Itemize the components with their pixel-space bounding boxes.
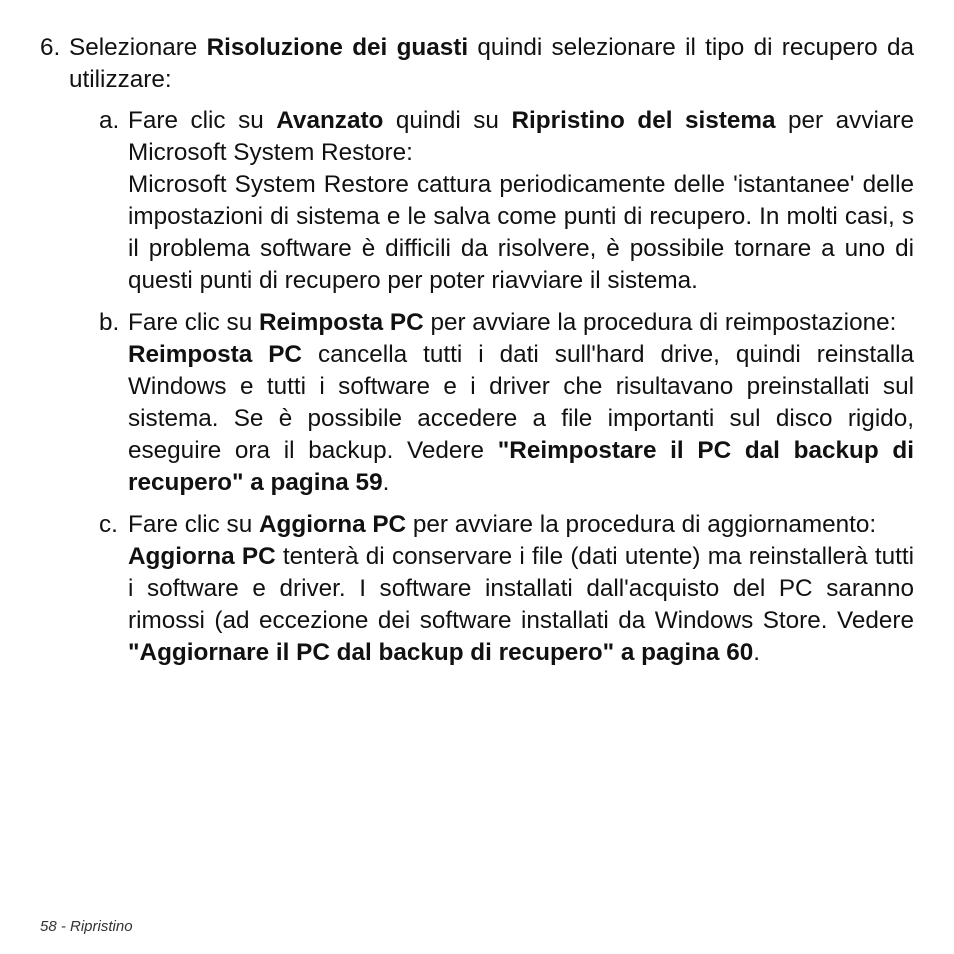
option-marker: c. (99, 511, 118, 538)
option-description: Aggiorna PC tenterà di conservare i file (dati utente) ma reinstallerà tutti i software e driver. I software installati dall'acquisto del PC saranno rimossi (ad eccezione dei software installati da Windows Store. Vedere "Aggiornare il PC dal backup di recupero" a pagina 60. (128, 543, 914, 666)
page-footer: 58 - Ripristino (40, 918, 133, 935)
option-c (99, 509, 914, 669)
cross-reference-link[interactable]: "Reimpostare il PC dal backup di recupero" a pagina 59 (128, 437, 914, 496)
step-6 (40, 32, 914, 669)
ui-term-risoluzione-guasti: Risoluzione dei guasti (206, 34, 469, 61)
cross-reference-link[interactable]: "Aggiornare il PC dal backup di recupero" a pagina 60 (128, 639, 754, 666)
option-instruction: Fare clic su Reimposta PC per avviare la procedura di reimpostazione: (128, 309, 897, 336)
ui-term-ripristino-sistema: Ripristino del sistema (511, 107, 776, 134)
option-marker: a. (99, 107, 120, 134)
ui-term-reimposta-pc: Reimposta PC (258, 309, 424, 336)
option-description: Microsoft System Restore cattura periodicamente delle 'istantanee' delle impostazioni di sistema e le salva come punti di recupero. In molti casi, s il problema software è difficili da risolvere, è possibile tornare a uno di questi punti di recupero per poter riavviare il sistema. (128, 171, 914, 294)
page-content (40, 32, 914, 669)
option-description: Reimposta PC cancella tutti i dati sull'hard drive, quindi reinstalla Windows e tutti i software e i driver che risultavano preinstallati sul sistema. Se è possibile accedere a file importanti sul disco rigido, eseguire ora il backup. Vedere "Reimpostare il PC dal backup di recupero" a pagina 59. (128, 341, 915, 496)
ui-term-aggiorna-pc: Aggiorna PC (128, 543, 276, 570)
option-b (99, 307, 914, 499)
option-a (99, 105, 914, 297)
ui-term-reimposta-pc: Reimposta PC (128, 341, 302, 368)
step-text: Selezionare Risoluzione dei guasti quindi selezionare il tipo di recupero da utilizzare: (69, 34, 914, 93)
ui-term-avanzato: Avanzato (276, 107, 384, 134)
option-instruction: Fare clic su Aggiorna PC per avviare la procedura di aggiornamento: (128, 511, 877, 538)
ui-term-aggiorna-pc: Aggiorna PC (258, 511, 407, 538)
option-marker: b. (99, 309, 120, 336)
option-instruction: Fare clic su Avanzato quindi su Ripristino del sistema per avviare Microsoft System Restore: (128, 107, 914, 166)
step-number: 6. (40, 34, 61, 61)
